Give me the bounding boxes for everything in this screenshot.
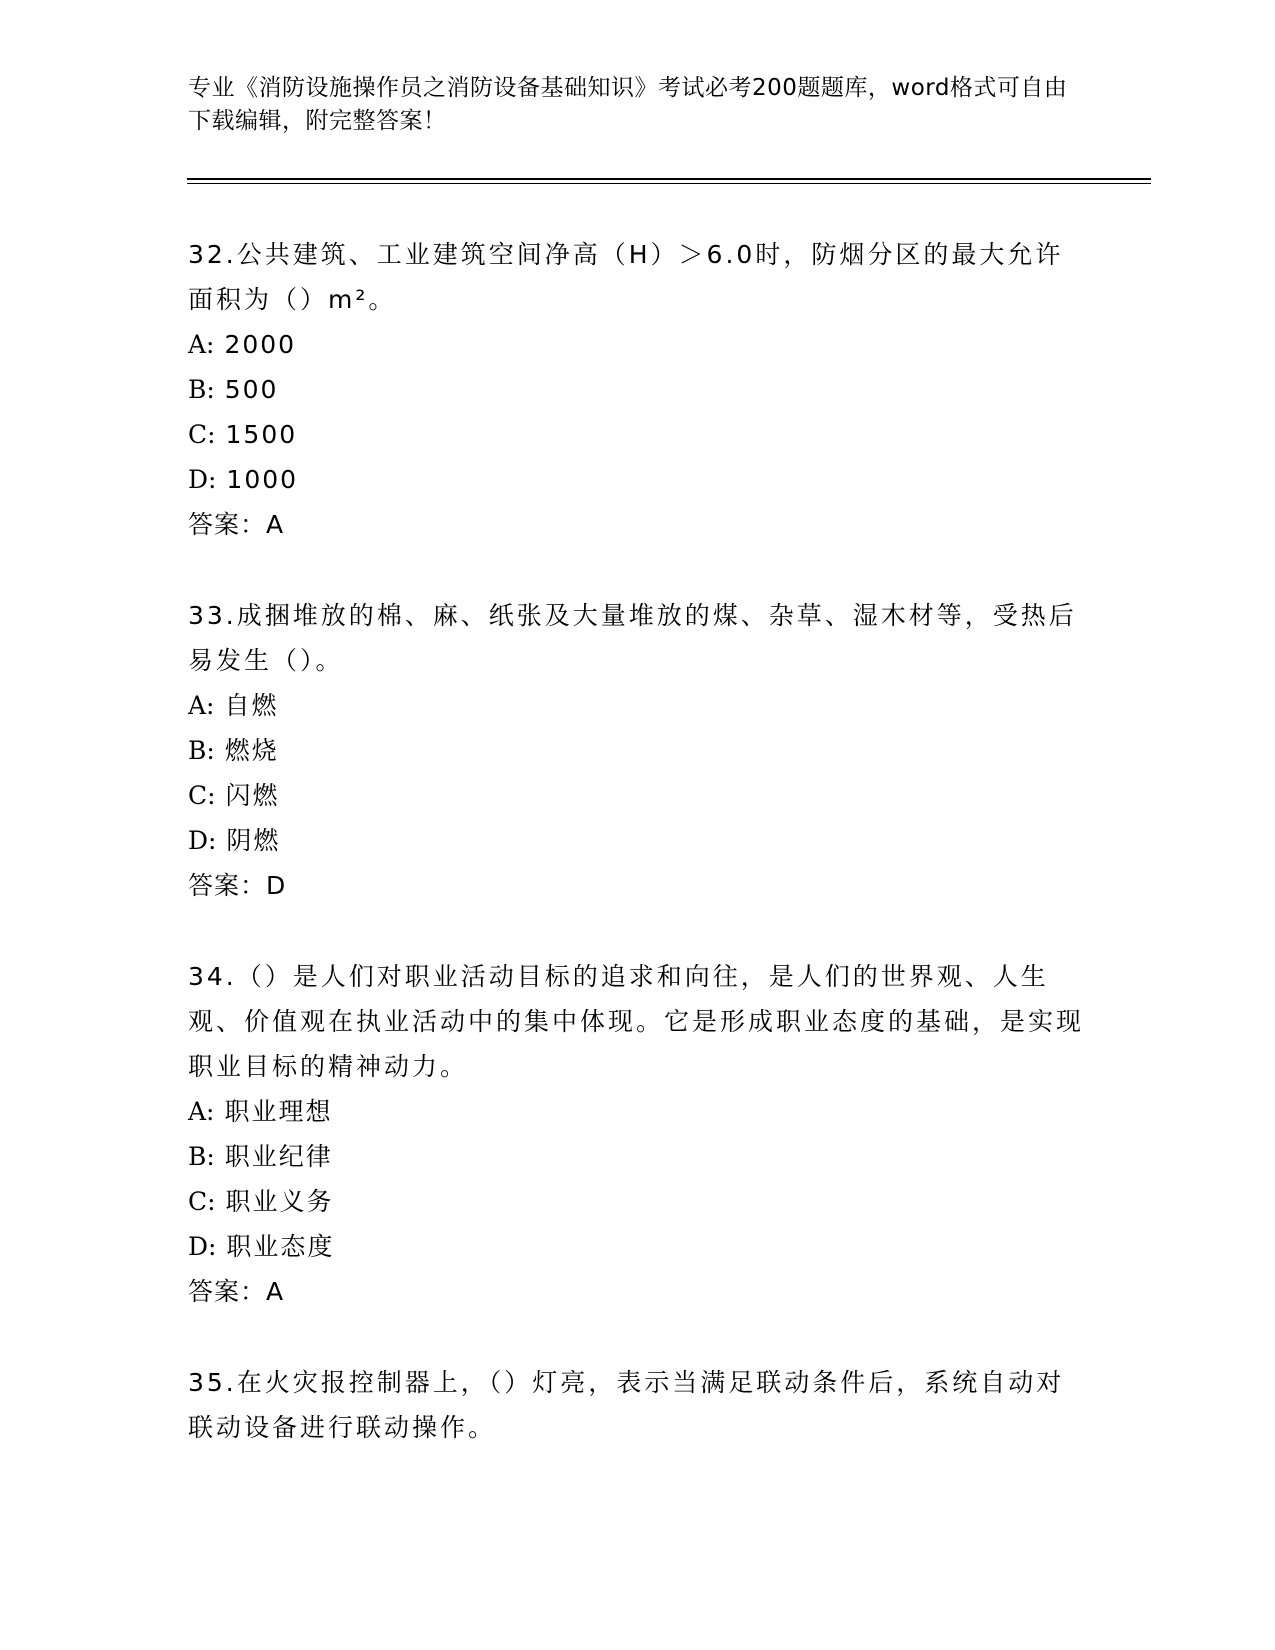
option-a bbox=[188, 322, 1088, 367]
option-b bbox=[188, 367, 1088, 412]
option-b bbox=[188, 1134, 1088, 1179]
question-text: 34.（）是人们对职业活动目标的追求和向往，是人们的世界观、人生观、价值观在执业活动中的集中体现。它是形成职业态度的基础，是实现职业目标的精神动力。 bbox=[188, 962, 1085, 1081]
option-d bbox=[188, 818, 1088, 863]
option-text: 500 bbox=[224, 375, 279, 404]
option-a bbox=[188, 1089, 1088, 1134]
option-a bbox=[188, 683, 1088, 728]
question-35 bbox=[188, 1360, 1088, 1450]
option-text: 阴燃 bbox=[226, 826, 281, 855]
option-text: 闪燃 bbox=[225, 781, 280, 810]
question-text: 33.成捆堆放的棉、麻、纸张及大量堆放的煤、杂草、湿木材等，受热后易发生（）。 bbox=[188, 601, 1077, 675]
option-d bbox=[188, 457, 1088, 502]
header-divider-thick bbox=[187, 178, 1151, 180]
answer-line: 答案：A bbox=[188, 510, 285, 539]
question-34 bbox=[188, 954, 1088, 1314]
option-c bbox=[188, 773, 1088, 818]
option-text: 1500 bbox=[225, 420, 298, 449]
option-letter: B: bbox=[188, 736, 215, 765]
option-text: 职业纪律 bbox=[224, 1142, 333, 1171]
document-header: 专业《消防设施操作员之消防设备基础知识》考试必考200题题库，word格式可自由下载编辑，附完整答案！ bbox=[188, 75, 1068, 134]
option-letter: B: bbox=[188, 1142, 215, 1171]
question-33 bbox=[188, 593, 1088, 908]
option-d bbox=[188, 1224, 1088, 1269]
option-text: 燃烧 bbox=[224, 736, 279, 765]
option-letter: D: bbox=[188, 826, 217, 855]
question-list bbox=[188, 232, 1088, 1496]
question-text: 32.公共建筑、工业建筑空间净高（H）＞6.0时，防烟分区的最大允许面积为（）m²。 bbox=[188, 240, 1064, 314]
option-text: 1000 bbox=[226, 465, 299, 494]
option-text: 职业义务 bbox=[225, 1187, 334, 1216]
option-letter: A: bbox=[188, 330, 215, 359]
option-letter: B: bbox=[188, 375, 215, 404]
option-letter: A: bbox=[188, 1097, 215, 1126]
option-letter: C: bbox=[188, 781, 216, 810]
option-letter: C: bbox=[188, 1187, 216, 1216]
answer-line: 答案：A bbox=[188, 1277, 285, 1306]
option-text: 自燃 bbox=[224, 691, 279, 720]
option-text: 2000 bbox=[224, 330, 297, 359]
option-letter: A: bbox=[188, 691, 215, 720]
option-letter: D: bbox=[188, 465, 217, 494]
option-b bbox=[188, 728, 1088, 773]
option-text: 职业态度 bbox=[226, 1232, 335, 1261]
option-c bbox=[188, 412, 1088, 457]
question-32 bbox=[188, 232, 1088, 547]
header-divider-thin bbox=[187, 183, 1151, 184]
option-letter: D: bbox=[188, 1232, 217, 1261]
question-text: 35.在火灾报控制器上，（）灯亮，表示当满足联动条件后，系统自动对联动设备进行联动操作。 bbox=[188, 1368, 1065, 1442]
option-c bbox=[188, 1179, 1088, 1224]
option-letter: C: bbox=[188, 420, 216, 449]
option-text: 职业理想 bbox=[224, 1097, 333, 1126]
answer-line: 答案：D bbox=[188, 871, 287, 900]
